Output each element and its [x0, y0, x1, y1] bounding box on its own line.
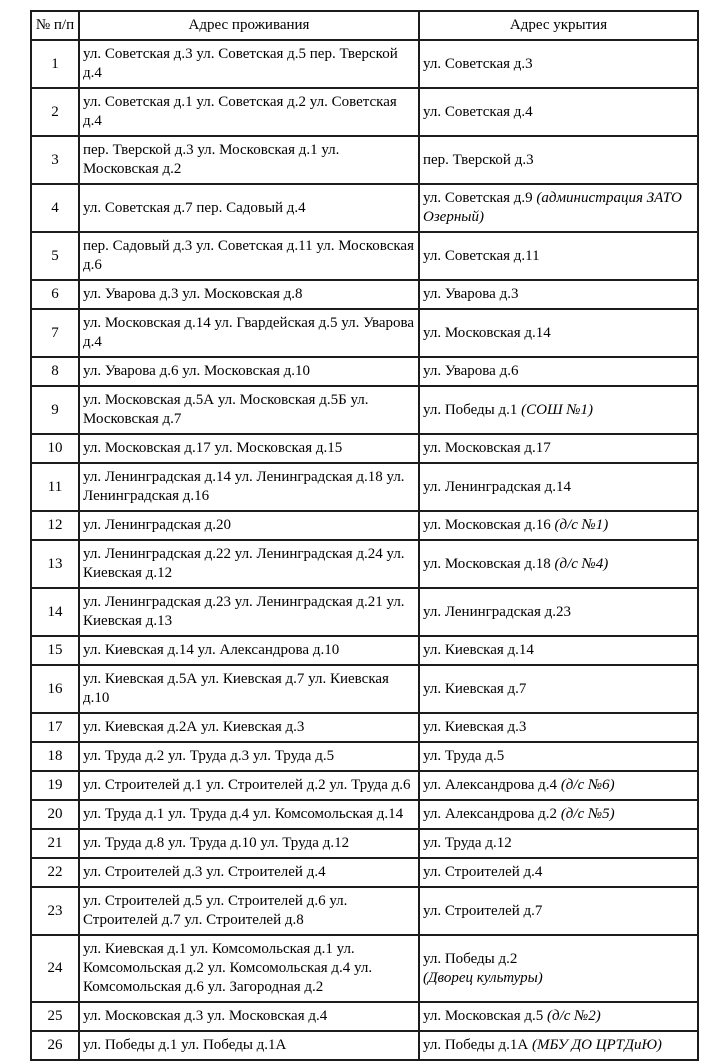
residence-address: ул. Московская д.5А ул. Московская д.5Б ул. Московская д.7	[79, 386, 419, 434]
residence-address: ул. Советская д.7 пер. Садовый д.4	[79, 184, 419, 232]
shelter-address	[419, 511, 698, 540]
residence-address: ул. Московская д.3 ул. Московская д.4	[79, 1002, 419, 1031]
shelter-note: (д/с №4)	[554, 555, 609, 572]
residence-address: ул. Труда д.2 ул. Труда д.3 ул. Труда д.5	[79, 742, 419, 771]
table-row	[31, 742, 698, 771]
table-row	[31, 136, 698, 184]
row-number: 7	[31, 309, 79, 357]
shelter-address	[419, 357, 698, 386]
row-number: 9	[31, 386, 79, 434]
shelter-address	[419, 742, 698, 771]
shelter-address	[419, 1031, 698, 1060]
shelter-note: (МБУ ДО ЦРТДиЮ)	[531, 1037, 662, 1053]
shelter-address-text: ул. Советская д.11	[423, 247, 540, 264]
shelter-address	[419, 309, 698, 357]
shelter-address-text: ул. Советская д.3	[423, 55, 533, 72]
shelter-note: (СОШ №1)	[521, 401, 594, 418]
table-row	[31, 309, 698, 357]
table-row	[31, 1031, 698, 1060]
table-row	[31, 463, 698, 511]
row-number: 14	[31, 588, 79, 636]
row-number: 24	[31, 935, 79, 1002]
residence-address: ул. Строителей д.5 ул. Строителей д.6 ул. Строителей д.7 ул. Строителей д.8	[79, 887, 419, 935]
row-number: 6	[31, 280, 79, 309]
shelter-address	[419, 184, 698, 232]
shelter-address-text: ул. Строителей д.4	[423, 864, 543, 880]
residence-address: ул. Киевская д.2А ул. Киевская д.3	[79, 713, 419, 742]
residence-address: ул. Советская д.1 ул. Советская д.2 ул. Советская д.4	[79, 88, 419, 136]
shelter-address-text: ул. Победы д.2	[423, 950, 518, 967]
table-row	[31, 1002, 698, 1031]
row-number: 20	[31, 800, 79, 829]
table-row	[31, 636, 698, 665]
shelter-address-text: ул. Ленинградская д.14	[423, 478, 571, 495]
shelter-address	[419, 588, 698, 636]
shelter-address	[419, 88, 698, 136]
residence-address: ул. Строителей д.3 ул. Строителей д.4	[79, 858, 419, 887]
shelter-address-text: ул. Киевская д.14	[423, 642, 534, 658]
table-row	[31, 771, 698, 800]
shelter-note: (д/с №1)	[554, 517, 609, 533]
table-body	[31, 40, 698, 1060]
table-row	[31, 858, 698, 887]
residence-address: ул. Ленинградская д.23 ул. Ленинградская д.21 ул. Киевская д.13	[79, 588, 419, 636]
residence-address: ул. Труда д.8 ул. Труда д.10 ул. Труда д.12	[79, 829, 419, 858]
residence-address: ул. Уварова д.3 ул. Московская д.8	[79, 280, 419, 309]
table-row	[31, 588, 698, 636]
row-number: 8	[31, 357, 79, 386]
shelter-address	[419, 636, 698, 665]
residence-address: ул. Киевская д.1 ул. Комсомольская д.1 ул. Комсомольская д.2 ул. Комсомольская д.4 ул. Комсомольская д.6 ул. Загородная д.2	[79, 935, 419, 1002]
table-row	[31, 40, 698, 88]
table-row	[31, 540, 698, 588]
residence-address: ул. Московская д.17 ул. Московская д.15	[79, 434, 419, 463]
shelter-address	[419, 136, 698, 184]
table-row	[31, 713, 698, 742]
shelter-address	[419, 887, 698, 935]
shelter-address-text: ул. Московская д.16	[423, 517, 551, 533]
row-number: 22	[31, 858, 79, 887]
table-row	[31, 887, 698, 935]
shelter-address	[419, 829, 698, 858]
shelter-address	[419, 1002, 698, 1031]
row-number: 3	[31, 136, 79, 184]
shelter-address	[419, 713, 698, 742]
shelter-note: (д/с №2)	[547, 1008, 601, 1024]
row-number: 25	[31, 1002, 79, 1031]
table-row	[31, 511, 698, 540]
shelter-address-text: ул. Московская д.18	[423, 555, 551, 572]
table-row	[31, 829, 698, 858]
residence-address: ул. Московская д.14 ул. Гвардейская д.5 ул. Уварова д.4	[79, 309, 419, 357]
shelter-address-text: ул. Строителей д.7	[423, 902, 543, 919]
table-row	[31, 232, 698, 280]
shelter-address-text: ул. Киевская д.3	[423, 719, 527, 735]
shelter-note: (д/с №6)	[560, 777, 615, 793]
header-row-number: № п/п	[31, 11, 79, 40]
shelter-address	[419, 386, 698, 434]
row-number: 16	[31, 665, 79, 713]
row-number: 23	[31, 887, 79, 935]
shelter-address-text: ул. Московская д.17	[423, 440, 551, 456]
header-row	[31, 11, 698, 40]
shelter-address-text: ул. Победы д.1А	[423, 1037, 529, 1053]
residence-address: ул. Уварова д.6 ул. Московская д.10	[79, 357, 419, 386]
residence-address: ул. Победы д.1 ул. Победы д.1А	[79, 1031, 419, 1060]
table-row	[31, 88, 698, 136]
shelter-address	[419, 280, 698, 309]
row-number: 1	[31, 40, 79, 88]
shelter-address-text: ул. Уварова д.6	[423, 363, 519, 379]
row-number: 19	[31, 771, 79, 800]
shelter-address	[419, 771, 698, 800]
shelter-address-text: ул. Труда д.5	[423, 748, 505, 764]
row-number: 2	[31, 88, 79, 136]
table-row	[31, 434, 698, 463]
residence-address: ул. Киевская д.14 ул. Александрова д.10	[79, 636, 419, 665]
shelter-address	[419, 40, 698, 88]
residence-address: пер. Тверской д.3 ул. Московская д.1 ул. Московская д.2	[79, 136, 419, 184]
residence-address: ул. Ленинградская д.20	[79, 511, 419, 540]
residence-address: ул. Советская д.3 ул. Советская д.5 пер. Тверской д.4	[79, 40, 419, 88]
shelter-note: (Дворец культуры)	[423, 969, 543, 986]
row-number: 4	[31, 184, 79, 232]
shelter-address-text: ул. Труда д.12	[423, 835, 512, 851]
shelter-address-table	[30, 10, 699, 1061]
table-row	[31, 184, 698, 232]
shelter-address	[419, 858, 698, 887]
row-number: 17	[31, 713, 79, 742]
table-row	[31, 935, 698, 1002]
shelter-address-text: ул. Ленинградская д.23	[423, 603, 571, 620]
header-shelter-address: Адрес укрытия	[419, 11, 698, 40]
table-row	[31, 800, 698, 829]
shelter-address	[419, 800, 698, 829]
table-row	[31, 665, 698, 713]
shelter-address-text: ул. Советская д.9	[423, 190, 533, 206]
shelter-address	[419, 434, 698, 463]
shelter-address-text: ул. Московская д.14	[423, 324, 551, 341]
row-number: 11	[31, 463, 79, 511]
row-number: 21	[31, 829, 79, 858]
header-residence-address: Адрес проживания	[79, 11, 419, 40]
shelter-note: (д/с №5)	[560, 806, 615, 822]
shelter-address-text: ул. Советская д.4	[423, 103, 533, 120]
row-number: 15	[31, 636, 79, 665]
row-number: 12	[31, 511, 79, 540]
shelter-address	[419, 540, 698, 588]
shelter-address	[419, 232, 698, 280]
shelter-address-text: ул. Александрова д.4	[423, 777, 558, 793]
shelter-address-text: ул. Победы д.1	[423, 401, 518, 418]
table-row	[31, 280, 698, 309]
shelter-address-text: пер. Тверской д.3	[423, 151, 534, 168]
residence-address: ул. Строителей д.1 ул. Строителей д.2 ул. Труда д.6	[79, 771, 419, 800]
shelter-note: (администрация ЗАТО Озерный)	[423, 190, 682, 225]
shelter-address-text: ул. Уварова д.3	[423, 286, 519, 302]
table-row	[31, 357, 698, 386]
row-number: 10	[31, 434, 79, 463]
shelter-address	[419, 463, 698, 511]
row-number: 13	[31, 540, 79, 588]
residence-address: пер. Садовый д.3 ул. Советская д.11 ул. Московская д.6	[79, 232, 419, 280]
residence-address: ул. Киевская д.5А ул. Киевская д.7 ул. Киевская д.10	[79, 665, 419, 713]
shelter-address	[419, 935, 698, 1002]
shelter-address-text: ул. Московская д.5	[423, 1008, 544, 1024]
residence-address: ул. Ленинградская д.22 ул. Ленинградская д.24 ул. Киевская д.12	[79, 540, 419, 588]
residence-address: ул. Ленинградская д.14 ул. Ленинградская д.18 ул. Ленинградская д.16	[79, 463, 419, 511]
row-number: 18	[31, 742, 79, 771]
shelter-address-text: ул. Киевская д.7	[423, 680, 527, 697]
residence-address: ул. Труда д.1 ул. Труда д.4 ул. Комсомольская д.14	[79, 800, 419, 829]
row-number: 5	[31, 232, 79, 280]
shelter-address-text: ул. Александрова д.2	[423, 806, 558, 822]
row-number: 26	[31, 1031, 79, 1060]
shelter-address	[419, 665, 698, 713]
table-row	[31, 386, 698, 434]
